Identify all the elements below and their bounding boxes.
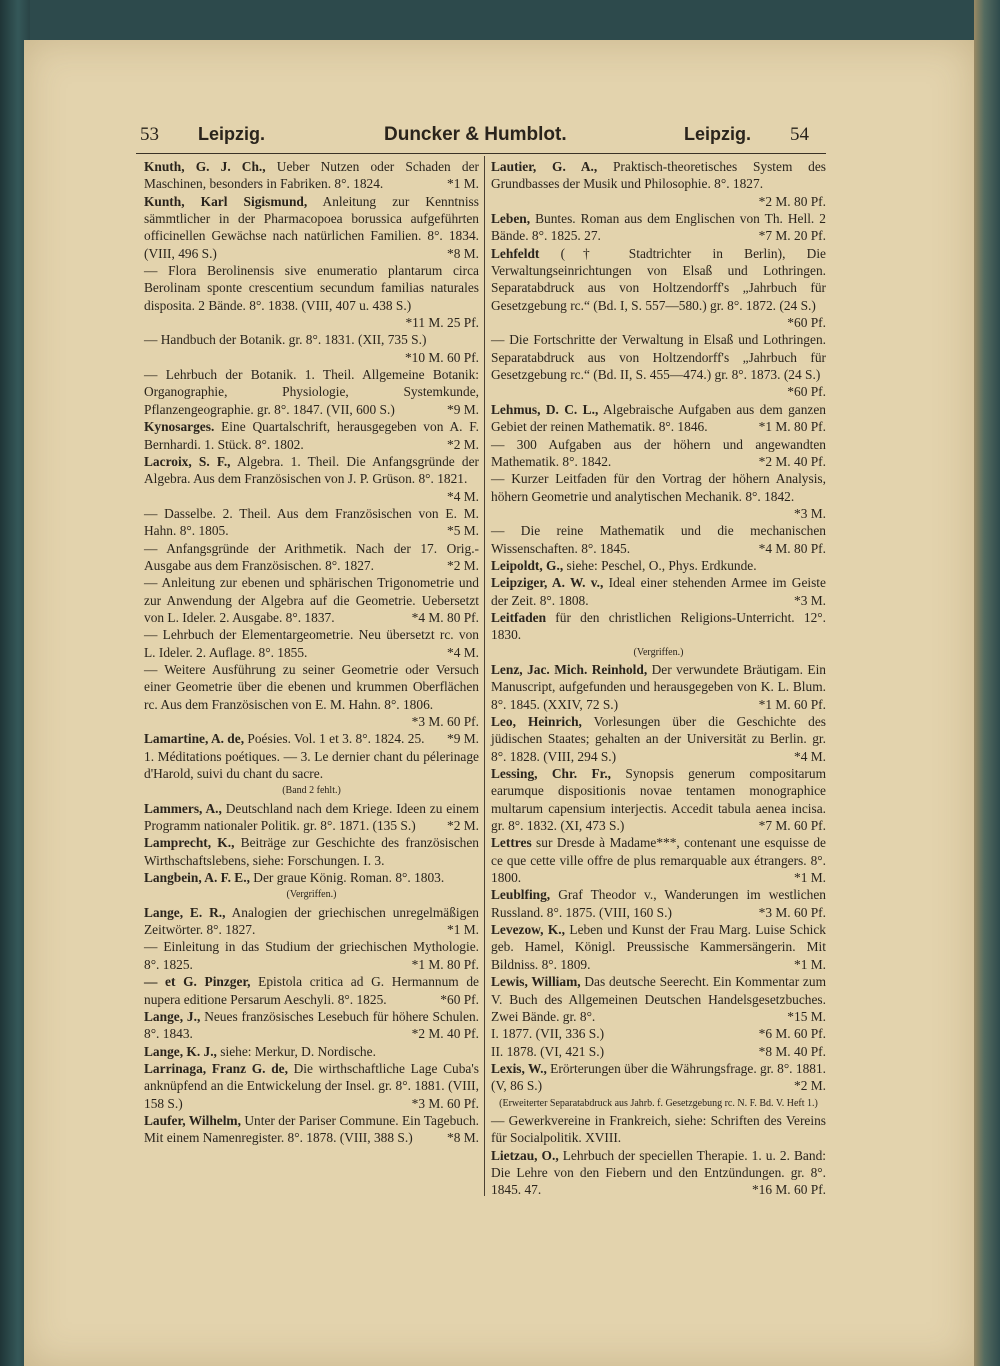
- entry-text: siehe: Peschel, O., Phys. Erdkunde.: [563, 557, 757, 573]
- entry-price: *4 M.: [794, 748, 826, 764]
- catalog-entry: [144, 1043, 479, 1060]
- entry-text: Neues französisches Lesebuch für höhere Schulen. 8°. 1843.: [144, 1008, 479, 1042]
- catalog-entry: [491, 1043, 826, 1060]
- entry-text: Anleitung zur Kenntniss sämmtlicher in der Pharmacopoea borussica aufgeführten officinellen Gewächse nach natürlichen Familien. 8°. 1834. (VIII, 496 S.): [144, 193, 479, 261]
- entry-text: — Die reine Mathematik und die mechanischen Wissenschaften. 8°. 1845.: [491, 523, 826, 556]
- catalog-entry: [491, 470, 826, 522]
- entry-price: *2 M.: [447, 818, 479, 834]
- catalog-entry: [144, 1060, 479, 1112]
- entry-price: *9 M.: [447, 401, 479, 417]
- entry-author: Larrinaga, Franz G. de,: [144, 1060, 288, 1076]
- entry-price: *60 Pf.: [440, 991, 479, 1007]
- entry-price: *1 M. 80 Pf.: [411, 956, 479, 972]
- entry-text: Ueber Nutzen oder Schaden der Maschinen, besonders in Fabriken. 8°. 1824.: [144, 159, 479, 192]
- entry-price: *2 M.: [794, 1078, 826, 1094]
- entry-price: *2 M. 40 Pf.: [411, 1026, 479, 1042]
- entry-price: *3 M.: [794, 505, 826, 521]
- entry-text: — Anleitung zur ebenen und sphärischen Trigonometrie und zur Anwendung der Algebra auf die Geometrie. Uebersetzt von L. Ideler. 2. Ausgabe. 8°. 1837.: [144, 575, 479, 625]
- entry-price: *5 M.: [447, 523, 479, 539]
- entry-author: Langbein, A. F. E.,: [144, 870, 250, 886]
- catalog-entry: [144, 262, 479, 331]
- entry-text: — Flora Berolinensis sive enumeratio plantarum circa Berolinam sponte crescentium secundum familias naturales disposita. 2 Bände. 8°. 1838. (VIII, 407 u. 438 S.): [144, 263, 479, 313]
- entry-price: *1 M. 80 Pf.: [758, 419, 826, 435]
- catalog-entry: [144, 869, 479, 904]
- catalog-entry: [491, 245, 826, 332]
- catalog-entry: [491, 886, 826, 921]
- catalog-entry: [491, 609, 826, 661]
- entry-text: Ideal einer stehenden Armee im Geiste der Zeit. 8°. 1808.: [491, 575, 826, 608]
- entry-author: Lange, E. R.,: [144, 904, 226, 920]
- entry-text: Deutschland nach dem Kriege. Ideen zu einem Programm nationaler Politik. gr. 8°. 1871. (135 S.): [144, 800, 480, 834]
- entry-text: Lehrbuch der speciellen Therapie. 1. u. 2. Band: Die Lehre von den Fiebern und den Entzündungen. gr. 8°. 1845. 47.: [491, 1147, 826, 1198]
- entry-text: Beiträge zur Geschichte des französischen Wirthschaftslebens, siehe: Forschungen. I. 3.: [144, 835, 479, 868]
- entry-author: Leipziger, A. W. v.,: [491, 575, 604, 591]
- catalog-entry: [144, 626, 479, 661]
- entry-author: Leo, Heinrich,: [491, 714, 582, 729]
- entry-price: *3 M. 60 Pf.: [758, 904, 826, 920]
- column-divider: [484, 156, 485, 1196]
- catalog-entry: [144, 748, 479, 800]
- entry-text: Vorlesungen über die Geschichte des jüdischen Staates; gehalten an der Universität zu Berlin. gr. 8°. 1828. (VIII, 294 S.): [491, 714, 826, 764]
- entry-text: für den christlichen Religions-Unterricht. 12°. 1830.: [491, 609, 826, 643]
- entry-text: Erörterungen über die Währungsfrage. gr. 8°. 1881. (V, 86 S.): [491, 1060, 827, 1094]
- catalog-entry: [491, 210, 826, 245]
- entry-price: *7 M. 60 Pf.: [758, 818, 826, 834]
- entry-text: — Anfangsgründe der Arithmetik. Nach der 17. Orig.-Ausgabe aus dem Französischen. 8°. 1827.: [144, 540, 479, 573]
- entry-text: Algebra. 1. Theil. Die Anfangsgründe der Algebra. Aus dem Französischen von J. P. Grüson. 8°. 1821.: [144, 453, 479, 487]
- entry-author: Leipoldt, G.,: [491, 557, 564, 573]
- entry-author: Levezow, K.,: [491, 922, 565, 938]
- entry-price: *9 M.: [447, 731, 479, 747]
- catalog-entry: [491, 1060, 826, 1112]
- entry-text: I. 1877. (VII, 336 S.): [491, 1026, 605, 1042]
- catalog-entry: [144, 158, 479, 193]
- publisher-title: Duncker & Humblot.: [384, 124, 567, 145]
- page-number-left: 53: [140, 124, 159, 145]
- entry-note: (Erweiterter Separatabdruck aus Jahrb. f. Gesetzgebung rc. N. F. Bd. V. Heft 1.): [499, 1097, 818, 1109]
- entry-text: Eine Quartalschrift, herausgegeben von A. F. Bernhardi. 1. Stück. 8°. 1802.: [144, 419, 479, 452]
- catalog-entry: [144, 331, 479, 366]
- entry-text: Die wirthschaftliche Lage Cuba's anknüpfend an die Entwickelung der Insel. gr. 8°. 1881. (VIII, 158 S.): [144, 1060, 479, 1111]
- entry-author: Leben,: [491, 211, 531, 227]
- entry-text: — Dasselbe. 2. Theil. Aus dem Französischen von E. M. Hahn. 8°. 1805.: [144, 505, 479, 539]
- entry-price: *3 M.: [794, 592, 826, 608]
- entry-author: Kynosarges.: [144, 419, 215, 435]
- entry-price: *1 M. 60 Pf.: [758, 696, 826, 712]
- catalog-entry: [491, 574, 826, 609]
- catalog-entry: [491, 436, 826, 471]
- entry-price: *3 M. 60 Pf.: [411, 1095, 479, 1111]
- entry-author: Lacroix, S. F.,: [144, 453, 231, 469]
- entry-text: — Weitere Ausführung zu seiner Geometrie oder Versuch einer Geometrie über die ebenen und krummen Oberflächen rc. Aus dem Französischen von E. M. Hahn. 8°. 1806.: [144, 661, 479, 712]
- page-header: [140, 124, 820, 154]
- city-right: Leipzig.: [684, 124, 751, 144]
- catalog-entry: [491, 921, 826, 973]
- entry-text: — Lehrbuch der Elementargeometrie. Neu übersetzt rc. von L. Ideler. 2. Auflage. 8°. 1855.: [144, 627, 479, 660]
- catalog-entry: [491, 713, 826, 765]
- entry-note: (Band 2 fehlt.): [282, 785, 341, 797]
- catalog-entry: [144, 1008, 479, 1043]
- entry-price: *10 M. 60 Pf.: [404, 349, 479, 365]
- entry-author: Lehfeldt: [491, 245, 540, 261]
- entry-text: II. 1878. (VI, 421 S.): [491, 1043, 605, 1059]
- entry-price: *2 M.: [447, 436, 479, 452]
- entry-author: Lammers, A.,: [144, 800, 222, 816]
- entry-price: *16 M. 60 Pf.: [751, 1182, 826, 1198]
- entry-price: *2 M. 40 Pf.: [758, 453, 826, 469]
- entry-author: Lange, K. J.,: [144, 1043, 217, 1059]
- entry-text: Epistola critica ad G. Hermannum de nupera editione Persarum Aeschyli. 8°. 1825.: [144, 974, 480, 1007]
- page-number-right: 54: [790, 124, 809, 145]
- catalog-entry: [491, 1112, 826, 1147]
- entry-text: — Lehrbuch der Botanik. 1. Theil. Allgemeine Botanik: Organographie, Physiologie, Systemkunde, Pflanzengeographie. gr. 8°. 1847. (VII, 600 S.): [144, 367, 479, 417]
- entry-author: Knuth, G. J. Ch.,: [144, 159, 266, 174]
- entry-note: (Vergriffen.): [633, 646, 684, 658]
- entry-text: Buntes. Roman aus dem Englischen von Th. Hell. 2 Bände. 8°. 1825. 27.: [491, 211, 826, 244]
- entry-text: — Gewerkvereine in Frankreich, siehe: Schriften des Vereins für Socialpolitik. XVIII.: [491, 1112, 826, 1146]
- entry-text: — Die Fortschritte der Verwaltung in Elsaß und Lothringen. Separatabdruck aus von Holtzendorff's „Jahrbuch für Gesetzgebung rc.“ (Bd. II, S. 455—474.) gr. 8°. 1873. (24 S.): [491, 332, 826, 383]
- entry-price: *4 M.: [447, 644, 479, 660]
- entry-price: *1 M.: [447, 922, 479, 938]
- entry-text: († Stadtrichter in Berlin), Die Verwaltungseinrichtungen von Elsaß und Lothringen. Separatabdruck aus von Holtzendorff's „Jahrbuch für Gesetzgebung rc.“ (Bd. I, S. 557—580.) gr. 8°. 1872. (24 S.): [491, 245, 826, 313]
- catalog-entry: [144, 453, 479, 505]
- entry-price: *15 M.: [787, 1008, 826, 1024]
- entry-author: Lietzau, O.,: [491, 1147, 559, 1163]
- catalog-entry: [144, 800, 479, 835]
- entry-text: Algebraische Aufgaben aus dem ganzen Gebiet der reinen Mathematik. 8°. 1846.: [491, 401, 826, 435]
- entry-price: *8 M.: [447, 1130, 479, 1146]
- catalog-entry: [144, 1112, 479, 1147]
- entry-price: *4 M.: [447, 488, 479, 504]
- entry-author: Laufer, Wilhelm,: [144, 1112, 241, 1128]
- catalog-entry: [491, 765, 826, 834]
- entry-price: *6 M. 60 Pf.: [758, 1026, 826, 1042]
- entry-note: (Vergriffen.): [286, 889, 337, 901]
- entry-author: Lehmus, D. C. L.,: [491, 401, 599, 417]
- entry-author: Lessing, Chr. Fr.,: [491, 766, 612, 782]
- header-rule: [136, 153, 826, 154]
- catalog-entry: [144, 973, 479, 1008]
- entry-text: Leben und Kunst der Frau Marg. Luise Schick geb. Hamel, Königl. Preussische Kammersängerin. Mit Bildniss. 8°. 1809.: [491, 922, 826, 972]
- catalog-entry: [491, 401, 826, 436]
- entry-author: Lamprecht, K.,: [144, 835, 235, 851]
- entry-price: *11 M. 25 Pf.: [405, 315, 479, 331]
- entry-price: *1 M.: [447, 176, 479, 192]
- entry-author: Lenz, Jac. Mich. Reinhold,: [491, 661, 648, 677]
- entry-author: Leublfing,: [491, 887, 551, 903]
- left-column: [144, 158, 479, 1147]
- book-binding-right: [974, 0, 1000, 1366]
- entry-text: sur Dresde à Madame***, contenant une esquisse de ce que cette ville offre de plus remarquable aux étrangers. 8°. 1800.: [491, 835, 826, 886]
- catalog-entry: [491, 557, 826, 574]
- catalog-entry: [144, 193, 479, 262]
- catalog-entry: [491, 973, 826, 1025]
- entry-price: *2 M.: [447, 557, 479, 573]
- entry-price: *60 Pf.: [787, 315, 826, 331]
- entry-author: Lange, J.,: [144, 1008, 201, 1024]
- catalog-entry: [144, 938, 479, 973]
- entry-author: Lamartine, A. de,: [144, 731, 245, 747]
- catalog-entry: [491, 1147, 826, 1199]
- entry-author: Lexis, W.,: [491, 1060, 547, 1076]
- catalog-entry: [144, 661, 479, 730]
- entry-text: Analogien der griechischen unregelmäßigen Zeitwörter. 8°. 1827.: [144, 904, 479, 938]
- right-column: [491, 158, 826, 1199]
- entry-text: — 300 Aufgaben aus der höhern und angewandten Mathematik. 8°. 1842.: [491, 436, 826, 469]
- entry-price: *8 M.: [447, 245, 479, 261]
- entry-text: Das deutsche Seerecht. Ein Kommentar zum V. Buch des Allgemeinen Deutschen Handelsgesetzbuches. Zwei Bände. gr. 8°.: [491, 974, 826, 1024]
- entry-author: Lautier, G. A.,: [491, 159, 598, 174]
- entry-text: — Einleitung in das Studium der griechischen Mythologie. 8°. 1825.: [144, 939, 479, 972]
- catalog-entry: [144, 540, 479, 575]
- entry-text: 1. Méditations poétiques. — 3. Le dernier chant du pélerinage d'Harold, suivi du chant du sacre.: [144, 748, 479, 782]
- entry-text: Praktisch-theoretisches System des Grundbasses der Musik und Philosophie. 8°. 1827.: [491, 159, 827, 192]
- entry-price: *7 M. 20 Pf.: [758, 228, 826, 244]
- entry-price: *3 M. 60 Pf.: [411, 714, 479, 729]
- entry-text: Der graue König. Roman. 8°. 1803.: [249, 870, 445, 886]
- entry-text: — Handbuch der Botanik. gr. 8°. 1831. (XII, 735 S.): [144, 332, 427, 348]
- catalog-entry: [144, 505, 479, 540]
- entry-author: Lewis, William,: [491, 974, 581, 990]
- catalog-entry: [144, 904, 479, 939]
- entry-price: *4 M. 80 Pf.: [411, 609, 479, 625]
- catalog-entry: [144, 366, 479, 418]
- entry-text: siehe: Merkur, D. Nordische.: [216, 1043, 376, 1059]
- entry-price: *4 M. 80 Pf.: [758, 540, 826, 556]
- entry-text: — Kurzer Leitfaden für den Vortrag der höhern Analysis, höhern Geometrie und analytischen Mechanik. 8°. 1842.: [491, 471, 826, 504]
- entry-price: *1 M.: [794, 956, 826, 972]
- catalog-entry: [144, 730, 479, 747]
- catalog-entry: [491, 158, 826, 210]
- entry-text: Unter der Pariser Commune. Ein Tagebuch. Mit einem Namenregister. 8°. 1878. (VIII, 388 S.): [144, 1112, 479, 1146]
- entry-author: Leitfaden: [491, 609, 547, 625]
- catalog-entry: [144, 418, 479, 453]
- entry-price: *2 M. 80 Pf.: [758, 193, 826, 209]
- catalog-entry: [491, 661, 826, 713]
- entry-text: Synopsis generum compositarum earumque dispositionis novae tentamen monographice multarum capensium interjectis. Accedit tabula aenea incisa. gr. 8°. 1832. (XI, 473 S.): [491, 766, 826, 834]
- entry-price: *8 M. 40 Pf.: [758, 1043, 826, 1059]
- catalog-entry: [491, 1025, 826, 1042]
- catalog-entry: [491, 522, 826, 557]
- city-left: Leipzig.: [198, 124, 265, 144]
- entry-author: Kunth, Karl Sigismund,: [144, 193, 308, 209]
- catalog-entry: [144, 834, 479, 869]
- entry-author: Lettres: [491, 835, 532, 851]
- entry-author: — et G. Pinzger,: [144, 974, 251, 990]
- entry-price: *60 Pf.: [787, 384, 826, 400]
- catalog-entry: [491, 331, 826, 400]
- entry-text: Poésies. Vol. 1 et 3. 8°. 1824. 25.: [244, 731, 425, 747]
- catalog-entry: [491, 834, 826, 886]
- entry-text: Der verwundete Bräutigam. Ein Manuscript, aufgefunden und herausgegeben von K. L. Blum. 8°. 1845. (XXIV, 72 S.): [491, 661, 826, 712]
- entry-text: Graf Theodor v., Wanderungen im westlichen Russland. 8°. 1875. (VIII, 160 S.): [491, 887, 826, 920]
- catalog-entry: [144, 574, 479, 626]
- entry-price: *1 M.: [794, 870, 826, 886]
